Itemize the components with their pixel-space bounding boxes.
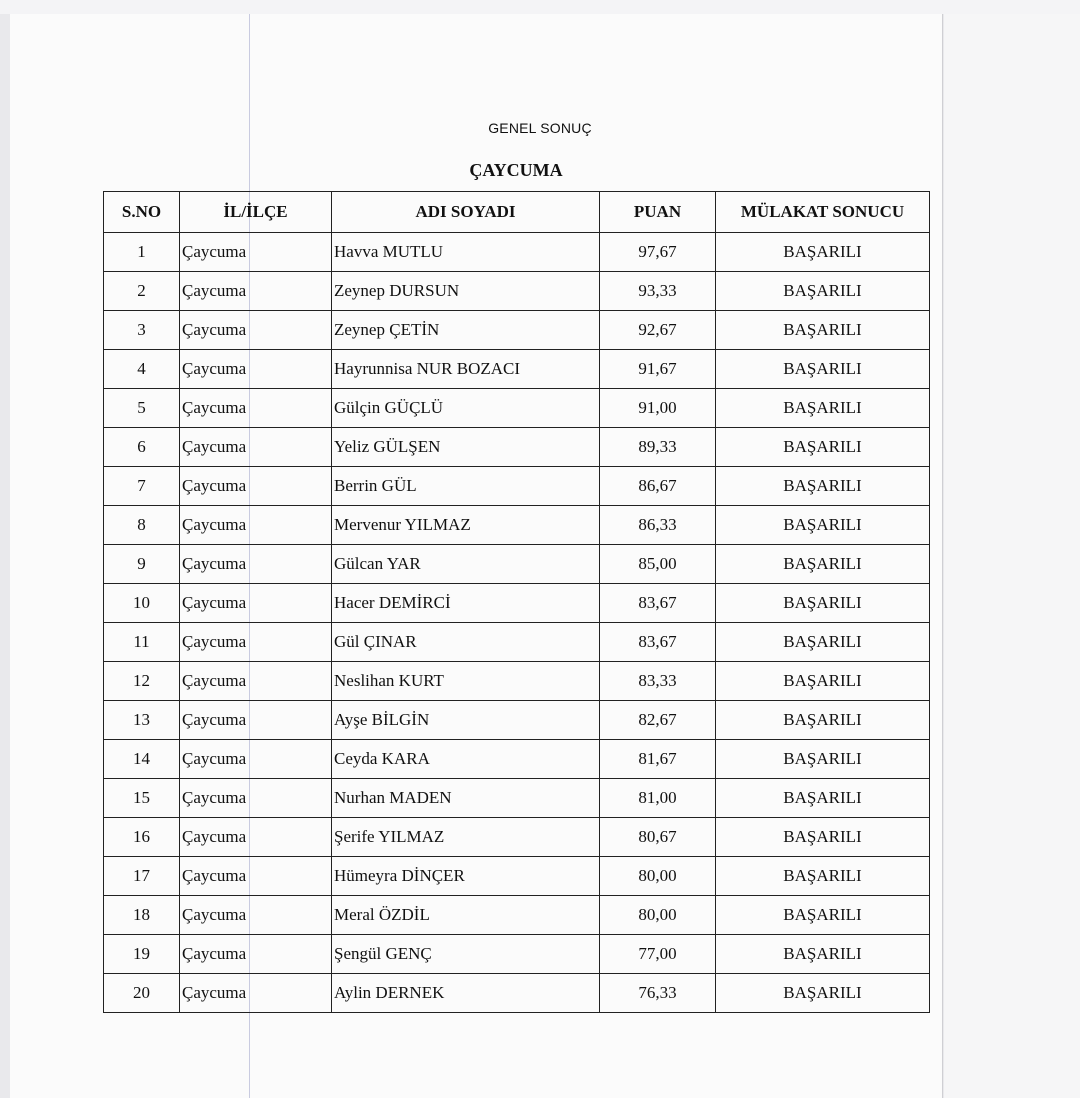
cell-name: Gül ÇINAR xyxy=(332,623,600,662)
cell-ilce: Çaycuma xyxy=(180,272,332,311)
cell-name: Zeynep ÇETİN xyxy=(332,311,600,350)
cell-ilce: Çaycuma xyxy=(180,818,332,857)
cell-puan: 77,00 xyxy=(600,935,716,974)
cell-name: Aylin DERNEK xyxy=(332,974,600,1013)
cell-sno: 3 xyxy=(104,311,180,350)
cell-name: Havva MUTLU xyxy=(332,233,600,272)
cell-sonuc: BAŞARILI xyxy=(716,974,930,1013)
cell-sonuc: BAŞARILI xyxy=(716,389,930,428)
cell-sno: 10 xyxy=(104,584,180,623)
cell-sonuc: BAŞARILI xyxy=(716,545,930,584)
cell-puan: 80,67 xyxy=(600,818,716,857)
cell-puan: 80,00 xyxy=(600,896,716,935)
table-header-row xyxy=(104,192,930,233)
cell-ilce: Çaycuma xyxy=(180,311,332,350)
document-heading: GENEL SONUÇ xyxy=(488,120,592,136)
cell-sno: 8 xyxy=(104,506,180,545)
cell-puan: 89,33 xyxy=(600,428,716,467)
table-row xyxy=(104,818,930,857)
cell-name: Yeliz GÜLŞEN xyxy=(332,428,600,467)
cell-sonuc: BAŞARILI xyxy=(716,428,930,467)
cell-ilce: Çaycuma xyxy=(180,896,332,935)
cell-ilce: Çaycuma xyxy=(180,584,332,623)
cell-puan: 86,67 xyxy=(600,467,716,506)
cell-sonuc: BAŞARILI xyxy=(716,233,930,272)
cell-sno: 9 xyxy=(104,545,180,584)
table-row xyxy=(104,779,930,818)
cell-puan: 80,00 xyxy=(600,857,716,896)
table-row xyxy=(104,350,930,389)
cell-ilce: Çaycuma xyxy=(180,545,332,584)
results-table xyxy=(103,191,930,1013)
table-row xyxy=(104,857,930,896)
table-row xyxy=(104,272,930,311)
cell-puan: 93,33 xyxy=(600,272,716,311)
cell-ilce: Çaycuma xyxy=(180,662,332,701)
cell-ilce: Çaycuma xyxy=(180,974,332,1013)
cell-sonuc: BAŞARILI xyxy=(716,506,930,545)
table-row xyxy=(104,896,930,935)
cell-ilce: Çaycuma xyxy=(180,935,332,974)
cell-sonuc: BAŞARILI xyxy=(716,935,930,974)
cell-ilce: Çaycuma xyxy=(180,428,332,467)
table-row xyxy=(104,662,930,701)
results-table-body xyxy=(104,233,930,1013)
cell-sno: 13 xyxy=(104,701,180,740)
cell-ilce: Çaycuma xyxy=(180,623,332,662)
cell-sonuc: BAŞARILI xyxy=(716,896,930,935)
cell-sno: 5 xyxy=(104,389,180,428)
table-row xyxy=(104,233,930,272)
cell-puan: 86,33 xyxy=(600,506,716,545)
cell-puan: 81,00 xyxy=(600,779,716,818)
cell-sno: 20 xyxy=(104,974,180,1013)
cell-puan: 91,67 xyxy=(600,350,716,389)
cell-name: Mervenur YILMAZ xyxy=(332,506,600,545)
cell-sno: 11 xyxy=(104,623,180,662)
cell-puan: 83,67 xyxy=(600,584,716,623)
cell-ilce: Çaycuma xyxy=(180,350,332,389)
cell-puan: 76,33 xyxy=(600,974,716,1013)
cell-sonuc: BAŞARILI xyxy=(716,857,930,896)
cell-sonuc: BAŞARILI xyxy=(716,701,930,740)
cell-name: Gülcan YAR xyxy=(332,545,600,584)
cell-sno: 18 xyxy=(104,896,180,935)
cell-name: Gülçin GÜÇLÜ xyxy=(332,389,600,428)
district-title: ÇAYCUMA xyxy=(469,160,563,180)
cell-sonuc: BAŞARILI xyxy=(716,662,930,701)
cell-puan: 92,67 xyxy=(600,311,716,350)
cell-sonuc: BAŞARILI xyxy=(716,311,930,350)
cell-sno: 4 xyxy=(104,350,180,389)
cell-sonuc: BAŞARILI xyxy=(716,272,930,311)
column-header-sno: S.NO xyxy=(104,192,180,233)
cell-name: Hümeyra DİNÇER xyxy=(332,857,600,896)
cell-ilce: Çaycuma xyxy=(180,857,332,896)
cell-sonuc: BAŞARILI xyxy=(716,467,930,506)
column-header-puan: PUAN xyxy=(600,192,716,233)
cell-sno: 12 xyxy=(104,662,180,701)
table-row xyxy=(104,701,930,740)
cell-sonuc: BAŞARILI xyxy=(716,623,930,662)
cell-name: Zeynep DURSUN xyxy=(332,272,600,311)
column-header-mulakat: MÜLAKAT SONUCU xyxy=(716,192,930,233)
top-background-strip xyxy=(0,0,1080,14)
cell-sno: 1 xyxy=(104,233,180,272)
cell-sonuc: BAŞARILI xyxy=(716,740,930,779)
table-row xyxy=(104,545,930,584)
cell-ilce: Çaycuma xyxy=(180,506,332,545)
cell-sno: 2 xyxy=(104,272,180,311)
table-row xyxy=(104,740,930,779)
cell-sno: 16 xyxy=(104,818,180,857)
cell-ilce: Çaycuma xyxy=(180,467,332,506)
cell-puan: 97,67 xyxy=(600,233,716,272)
cell-sno: 14 xyxy=(104,740,180,779)
table-row xyxy=(104,974,930,1013)
cell-name: Hacer DEMİRCİ xyxy=(332,584,600,623)
cell-name: Ayşe BİLGİN xyxy=(332,701,600,740)
table-row xyxy=(104,506,930,545)
table-row xyxy=(104,935,930,974)
cell-sno: 6 xyxy=(104,428,180,467)
table-row xyxy=(104,584,930,623)
cell-name: Şengül GENÇ xyxy=(332,935,600,974)
cell-name: Hayrunnisa NUR BOZACI xyxy=(332,350,600,389)
cell-sno: 7 xyxy=(104,467,180,506)
cell-sonuc: BAŞARILI xyxy=(716,818,930,857)
cell-sonuc: BAŞARILI xyxy=(716,584,930,623)
cell-sno: 17 xyxy=(104,857,180,896)
cell-ilce: Çaycuma xyxy=(180,389,332,428)
cell-name: Şerife YILMAZ xyxy=(332,818,600,857)
table-row xyxy=(104,467,930,506)
cell-puan: 85,00 xyxy=(600,545,716,584)
cell-puan: 82,67 xyxy=(600,701,716,740)
table-row xyxy=(104,428,930,467)
cell-name: Ceyda KARA xyxy=(332,740,600,779)
table-row xyxy=(104,311,930,350)
cell-ilce: Çaycuma xyxy=(180,701,332,740)
cell-sonuc: BAŞARILI xyxy=(716,779,930,818)
cell-sno: 15 xyxy=(104,779,180,818)
cell-sonuc: BAŞARILI xyxy=(716,350,930,389)
cell-name: Berrin GÜL xyxy=(332,467,600,506)
cell-ilce: Çaycuma xyxy=(180,779,332,818)
cell-sno: 19 xyxy=(104,935,180,974)
cell-ilce: Çaycuma xyxy=(180,233,332,272)
cell-puan: 91,00 xyxy=(600,389,716,428)
cell-name: Meral ÖZDİL xyxy=(332,896,600,935)
cell-puan: 83,67 xyxy=(600,623,716,662)
table-row xyxy=(104,389,930,428)
cell-ilce: Çaycuma xyxy=(180,740,332,779)
column-header-adisoyadi: ADI SOYADI xyxy=(332,192,600,233)
cell-puan: 83,33 xyxy=(600,662,716,701)
table-row xyxy=(104,623,930,662)
cell-puan: 81,67 xyxy=(600,740,716,779)
column-header-ililce: İL/İLÇE xyxy=(180,192,332,233)
cell-name: Neslihan KURT xyxy=(332,662,600,701)
cell-name: Nurhan MADEN xyxy=(332,779,600,818)
